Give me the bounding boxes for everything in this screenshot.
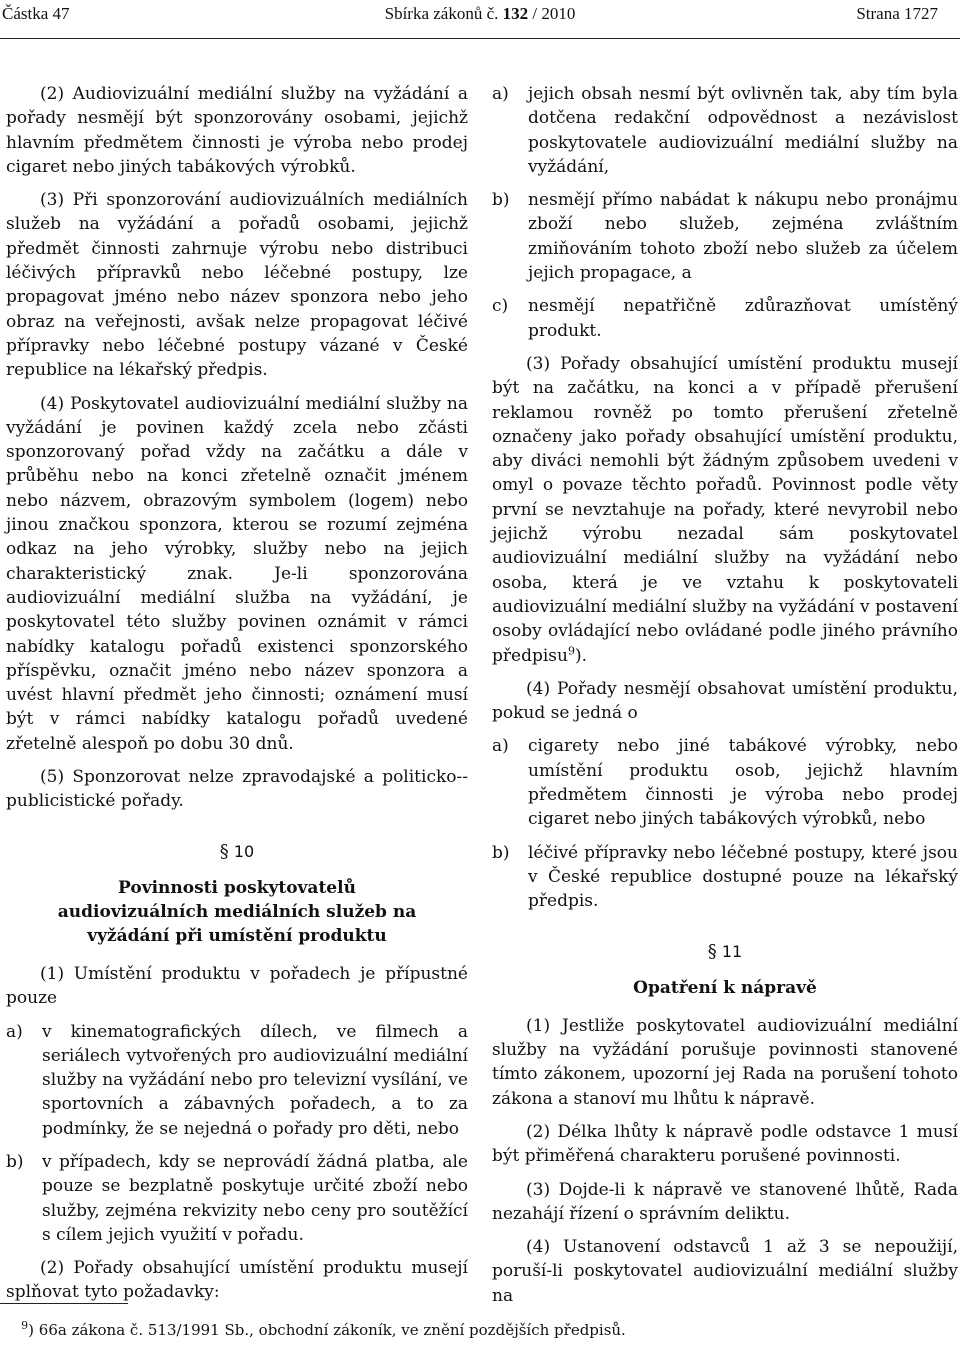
issue-number: Částka 47 [2, 4, 70, 23]
list-text: nesmějí přímo nabádat k nákupu nebo pronájmu zboží nebo služeb, zejména zvláštním zmiňováním tohoto zboží nebo služeb za účelem jejich propagace, a [528, 190, 958, 284]
list-item [492, 188, 958, 285]
section-heading [492, 940, 958, 964]
footnote-paren: ) [28, 1321, 34, 1339]
paragraph: (2) Audiovizuální mediální služby na vyžádání a pořady nesmějí být sponzorovány osobami, jejichž hlavním předmětem činnosti je výroba nebo prodej cigaret nebo jiných tabákových výrobků. [6, 84, 468, 177]
paragraph [492, 352, 958, 668]
paragraph: (4) Pořady nesmějí obsahovat umístění produktu, pokud se jedná o [492, 678, 958, 724]
list-text: nesmějí nepatřičně zdůrazňovat umístěný produkt. [528, 296, 958, 341]
right-column [492, 82, 958, 1317]
page-header [0, 0, 960, 40]
left-column [6, 82, 468, 1314]
list-text: v kinematografických dílech, ve filmech a seriálech vytvořených pro audiovizuální mediální služby na vyžádání nebo pro televizní vysílání, ve sportovních a zábavných pořadech, a to za podmínky, že se nejedná o pořady pro děti, nebo [42, 1021, 468, 1139]
section-title: Opatření k nápravě [633, 977, 817, 998]
list-item [6, 1020, 468, 1141]
section-number: 10 [233, 841, 255, 861]
list-item [492, 82, 958, 179]
section-heading [6, 840, 468, 864]
section-number: 11 [721, 941, 743, 961]
list-label: a) [6, 1021, 23, 1042]
header-divider [0, 38, 960, 39]
collection-prefix: Sbírka zákonů č. [384, 4, 503, 23]
list-text: v případech, kdy se neprovádí žádná platba, ale pouze se bezplatně poskytuje určité zboží nebo služby, zejména rekvizity nebo ceny pro soutěžící s cílem jejich využití v pořadu. [42, 1151, 468, 1245]
section-symbol: § [707, 940, 717, 962]
section-symbol: § [219, 840, 229, 862]
footnote [0, 1320, 960, 1340]
footnote-divider [0, 1303, 128, 1304]
footnote-ref[interactable]: 9 [567, 643, 575, 657]
list-item [492, 841, 958, 914]
footnote-text: 66a zákona č. 513/1991 Sb., obchodní zákoník, ve znění pozdějších předpisů. [38, 1321, 626, 1339]
paragraph: (3) Při sponzorování audiovizuálních mediálních služeb na vyžádání a pořadů osobami, jejichž předmět činnosti zahrnuje výrobu nebo distribuci léčivých přípravků nebo léčebné postupy, lze propagovat jméno nebo název sponzora nebo jeho obraz na veřejnosti, avšak nelze propagovat léčivé přípravky nebo léčebné postupy vázané v České republice na lékařský předpis. [6, 190, 468, 381]
collection-year: / 2010 [528, 4, 576, 23]
paragraph-tail: ). [574, 645, 587, 666]
paragraph: (2) Délka lhůty k nápravě podle odstavce 1 musí být přiměřená charakteru porušené povinnosti. [492, 1121, 958, 1167]
list-label: a) [492, 736, 509, 757]
paragraph: (2) Pořady obsahující umístění produktu musejí splňovat tyto požadavky: [6, 1258, 468, 1303]
list-item [492, 734, 958, 831]
paragraph: (4) Ustanovení odstavců 1 až 3 se nepoužijí, poruší-li poskytovatel audiovizuální mediální služby na [492, 1237, 958, 1306]
paragraph: (1) Jestliže poskytovatel audiovizuální mediální služby na vyžádání porušuje povinnosti stanovené tímto zákonem, upozorní jej Rada na porušení tohoto zákona a stanoví mu lhůtu k nápravě. [492, 1015, 958, 1109]
list-text: jejich obsah nesmí být ovlivněn tak, aby tím byla dotčena redakční odpovědnost a nezávislost poskytovatele audiovizuální mediální služby na vyžádání, [528, 84, 958, 177]
collection-title [0, 3, 960, 25]
list-label: b) [492, 842, 510, 863]
list-item [492, 294, 958, 343]
paragraph: (3) Dojde-li k nápravě ve stanovené lhůtě, Rada nezahájí řízení o správním deliktu. [492, 1179, 958, 1224]
footnote-number: 9 [21, 1319, 29, 1332]
list-text: léčivé přípravky nebo léčebné postupy, které jsou v České republice dostupné pouze na lékařský předpis. [528, 842, 958, 912]
paragraph: (4) Poskytovatel audiovizuální mediální služby na vyžádání je povinen každý zcela nebo zčásti sponzorovaný pořad vždy na začátku a dále v průběhu nebo na konci zřetelně označit jménem nebo názvem, obrazovým symbolem (logem) nebo jinou značkou sponzora, kterou se rozumí zejména odkaz na jeho výrobky, služby nebo na jejich charakteristický znak. Je-li sponzorována audiovizuální mediální služba na vyžádání, je poskytovatel této služby povinen oznámit v rámci nabídky katalogu pořadů existenci sponzorského příspěvku, označit jméno nebo název sponzora a uvést hlavní předmět jeho činnosti; oznámení musí být v rámci nabídky katalogu pořadů uvedené zřetelně alespoň po dobu 30 dnů. [6, 393, 468, 754]
list-label: a) [492, 84, 509, 104]
section-title: Povinnosti poskytovatelů audiovizuálních mediálních služeb na vyžádání při umístění produktu [57, 877, 417, 946]
paragraph: (1) Umístění produktu v pořadech je přípustné pouze [6, 963, 468, 1009]
list-item [6, 1150, 468, 1247]
page-number: Strana 1727 [856, 4, 938, 23]
list-text: cigarety nebo jiné tabákové výrobky, nebo umístění produktu osob, jejichž hlavním předmětem činnosti je výroba nebo prodej cigaret nebo jiných tabákových výrobků, nebo [528, 736, 958, 830]
paragraph: (5) Sponzorovat nelze zpravodajské a politicko--publicistické pořady. [6, 767, 468, 812]
list-label: b) [6, 1151, 24, 1172]
law-number: 132 [502, 4, 529, 23]
paragraph-text: (3) Pořady obsahující umístění produktu musejí být na začátku, na konci a v případě přerušení reklamou rovněž po tomto přerušení zřetelně označeny jako pořady obsahující umístění produktu, aby diváci nemohli být žádným způsobem uvedeni v omyl o povaze těchto pořadů. Povinnost podle věty první se nevztahuje na pořady, které nevyrobil nebo jejichž výrobu nezadal sám poskytovatel audiovizuální mediální služby na vyžádání nebo osoba, která je ve vztahu k poskytovateli audiovizuální mediální služby na vyžádání v postavení osoby ovládající nebo ovládané podle jiného právního předpisu [492, 353, 958, 666]
list-label: b) [492, 190, 510, 211]
footnote-marker [0, 1320, 34, 1340]
list-label: c) [492, 296, 509, 317]
